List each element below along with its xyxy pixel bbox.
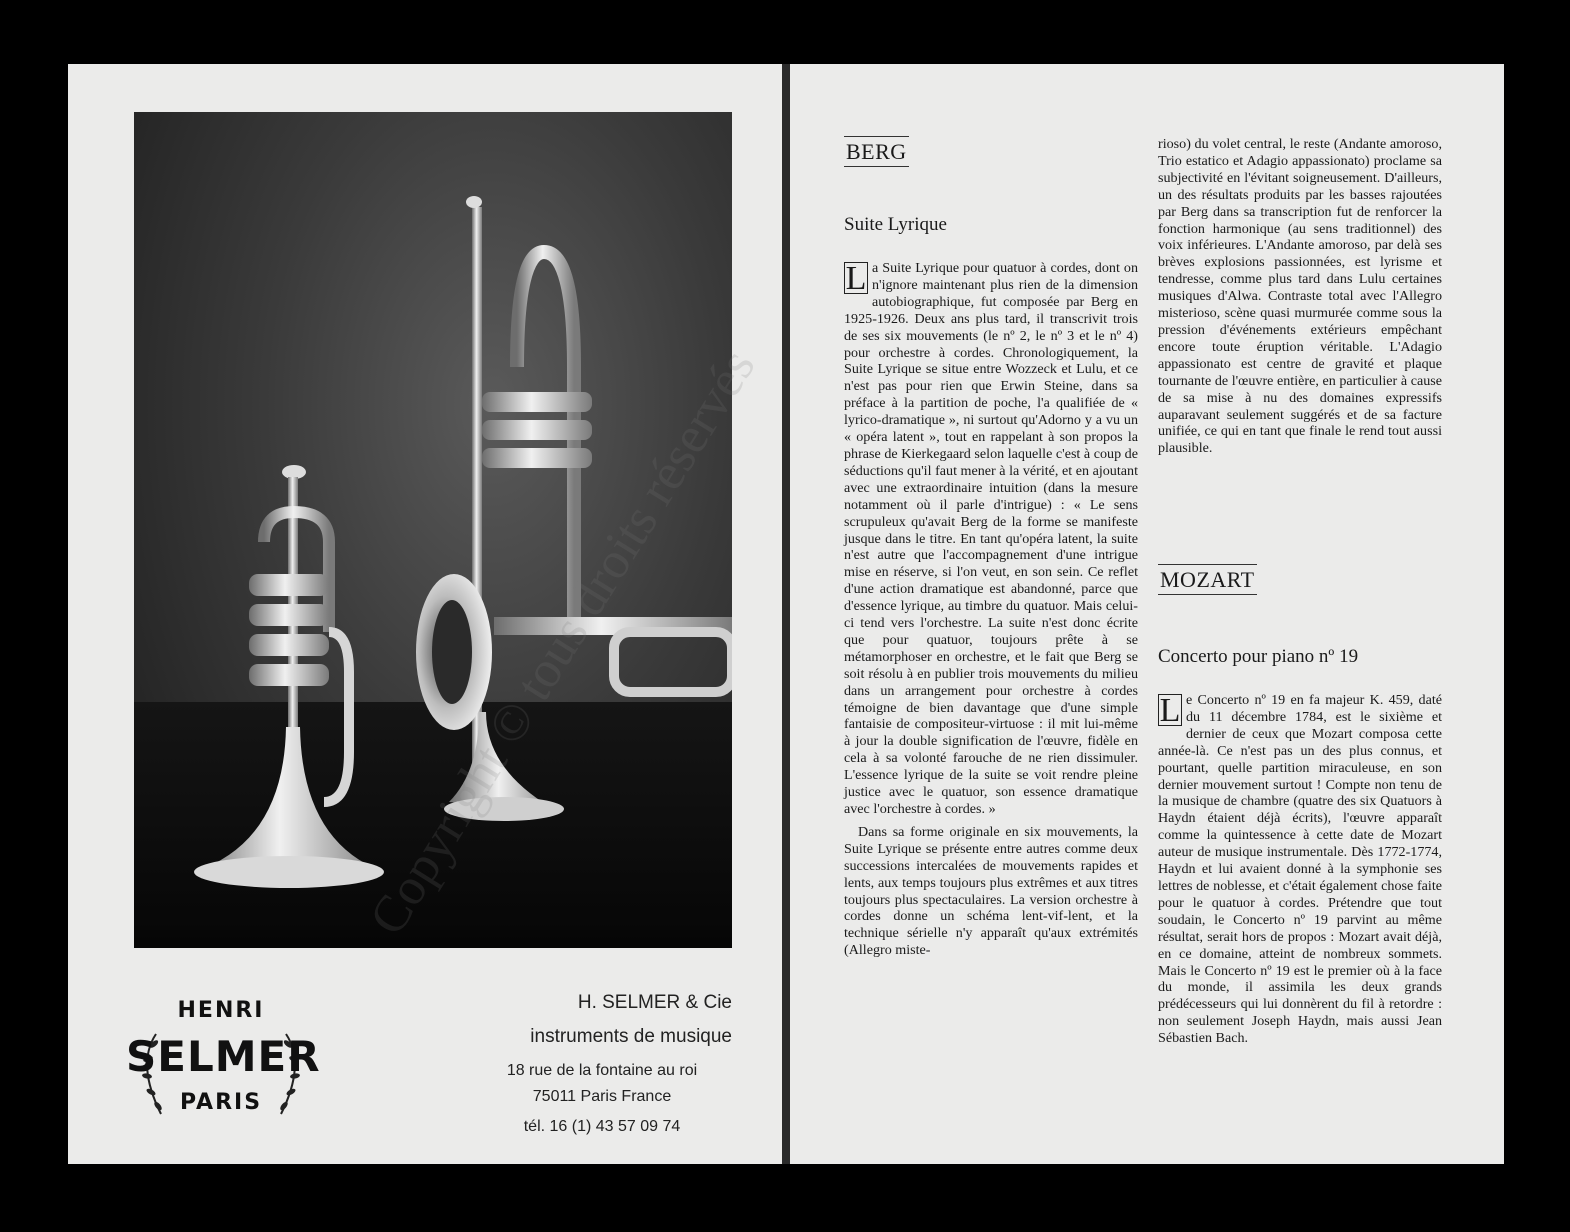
second-text-column [1158, 136, 1442, 457]
street-address: 18 rue de la fontaine au roi [506, 1062, 698, 1079]
company-name: H. SELMER & Cie [577, 992, 732, 1013]
berg-work-title: Suite Lyrique [844, 214, 947, 235]
trumpets-illustration [134, 112, 732, 948]
mozart-dropcap: L [1159, 692, 1181, 729]
city-address: 75011 Paris France [532, 1088, 672, 1105]
logo-henri: HENRI [177, 998, 265, 1023]
berg-heading: BERG [844, 136, 909, 167]
phone-number: tél. 16 (1) 43 57 09 74 [523, 1118, 681, 1135]
mozart-text-column [1158, 692, 1442, 1047]
logo-selmer: SELMER [126, 1032, 321, 1081]
berg-paragraph-1: L a Suite Lyrique pour quatuor à cordes, dont on n'ignore maintenant plus rien de la dimension autobiographique, fut composée par Berg en 1925-1926. Deux ans plus tard, il transcrivit trois de ses six mouvements (le nº 2, le nº 3 et le nº 4) pour orchestre à cordes. Chronologiquement, la Suite Lyrique se situe entre Wozzeck et Lulu, et ce n'est pas pour rien que Erwin Steine, dans sa préface à la partition de poche, l'a qualifiée de « lyrico-dramatique », ni surtout qu'Adorno y a vu un « opéra latent », tout en rappelant à son propos la phrase de Kierkegaard selon laquelle c'est à coup de séductions qu'il faut mener à la vérité, et en ajoutant avec une extraordinaire intuition (dans la mesure notamment où il parle d'intrigue) : « Le sens scrupuleux qu'avait Berg de la forme se manifeste jusque dans le titre. En tant qu'opéra latent, la suite n'est autre que l'accompagnement d'une intrigue mise en réserve, si l'on veut, en son sein. Ce reflet d'une action dramatique est abandonné, parce que d'essence lyrique, au timbre du quatuor. Mais celui-ci tend vers l'orchestre. La suite n'est donc écrite que pour quatuor, toujours prête à se métamorphoser en orchestre, et le fait que Berg se soit résolu à en publier trois mouvements du milieu dans un arrangement pour orchestre à cordes témoigne de bien davantage que d'une simple fantaisie de compositeur-virtuose : il mit lui-même à jour la double signification de l'œuvre, fidèle en cela à sa volonté farouche de ne rien dissimuler. L'essence lyrique de la suite se voit rendre pleine justice avec le quatuor, son essence dramatique avec l'orchestre à cordes. » [844, 260, 1138, 817]
trumpets-photo [134, 112, 732, 948]
mozart-work-title: Concerto pour piano nº 19 [1158, 646, 1359, 667]
berg-dropcap: L [845, 260, 867, 297]
selmer-logo [126, 994, 321, 1134]
company-tagline: instruments de musique [530, 1026, 732, 1047]
berg-text-column [844, 260, 1138, 959]
book-gutter [782, 64, 790, 1164]
left-page [68, 64, 782, 1164]
berg-paragraph-2: Dans sa forme originale en six mouvements, la Suite Lyrique se présente entre autres comme deux successions intercalées de mouvements rapides et lents, aux temps toujours plus extrêmes et aux titres toujours plus spectaculaires. La version orchestre à cordes donne un schéma lent-vif-lent, et la technique sérielle n'y apparaît qu'aux extrémités (Allegro miste- [844, 823, 1138, 959]
logo-paris: PARIS [179, 1090, 263, 1115]
mozart-heading: MOZART [1158, 564, 1257, 595]
mozart-paragraph-1: L e Concerto nº 19 en fa majeur K. 459, daté du 11 décembre 1784, est le sixième et dernier de ceux que Mozart composa cette année-là. Ce n'est pas un des plus connus, et pourtant, quelle partition miraculeuse, en son dernier mouvement surtout ! Compte non tenu de la musique de chambre (quatre des six Quatuors à Haydn étaient déjà écrits), l'œuvre apparaît comme la quintessence à cette date de Mozart auteur de musique instrumentale. Dès 1772-1774, Haydn et lui avaient donné à la symphonie ses lettres de noblesse, et c'était également chose faite pour le quatuor à cordes. Prétendre que tout soudain, le Concerto nº 19 parvint au même résultat, serait hors de propos : Mozart avait déjà, en ce domaine, atteint de nombreux sommets. Mais le Concerto nº 19 est le premier où à la face du monde, il assimila les deux grands prédécesseurs qui lui donnèrent du fil à retordre : non seulement Joseph Haydn, mais aussi Jean Sébastien Bach. [1158, 692, 1442, 1047]
advertiser-address [432, 992, 732, 1136]
berg-paragraph-3: rioso) du volet central, le reste (Andante amoroso, Trio estatico et Adagio appassionato) proclame sa subjectivité en l'évitant soigneusement. D'ailleurs, un des résultats produits par les basses rajoutées par Berg dans sa transcription fut de renforcer la fonction harmonique (au sens traditionnel) des voix inférieures. L'Andante amoroso, par delà ses brèves explosions passionnées, est lyrisme et tendresse, comme plus tard dans Lulu certaines musiques d'Alwa. Contraste total avec l'Allegro misterioso, scène quasi murmurée comme sous la pression d'événements extérieurs empêchant encore toute éruption véritable. L'Adagio appassionato est centre de gravité et plaque tournante de l'œuvre entière, en particulier à cause de sa mise à nu des domaines expressifs auparavant seulement suggérés et de sa facture unifiée, ce qui en tant que finale le rend tout aussi plausible. [1158, 136, 1442, 457]
right-page [790, 64, 1504, 1164]
